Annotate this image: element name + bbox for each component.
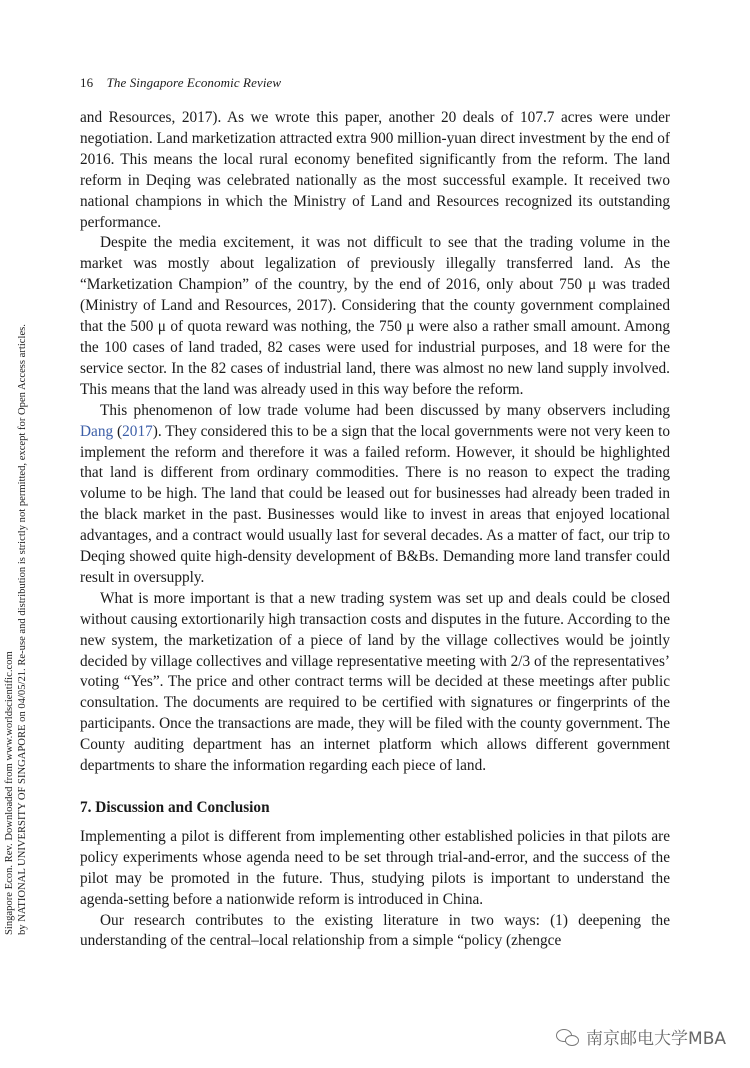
paragraph-4: What is more important is that a new trading system was set up and deals could be closed without causing extortionarily high transaction costs and disputes in the future. According to the new system, the marketization of a piece of land by the village collectives would be jointly decided by village collectives and village representative meeting with 2/3 of the representatives’ voting “Yes”. The price and other contract terms will be decided at these meetings after public consultation. The documents are required to be certified with signatures or fingerprints of the participants. Once the transactions are made, they will be filed with the county government. The County auditing department has an internet platform which allows different government departments to share the information regarding each piece of land. xyxy=(80,589,670,775)
page-number: 16 xyxy=(80,75,94,90)
citation-link-dang[interactable]: Dang xyxy=(80,422,114,440)
download-notice xyxy=(3,175,29,935)
section-heading: 7. Discussion and Conclusion xyxy=(80,799,270,816)
download-notice-line-2: by NATIONAL UNIVERSITY OF SINGAPORE on 04/05/21. Re-use and distribution is strictly not permitted, except for Open Access articles. xyxy=(17,324,28,935)
article-body xyxy=(80,108,670,952)
running-header xyxy=(80,75,281,91)
watermark xyxy=(556,1024,726,1049)
paragraph-5: Implementing a pilot is different from implementing other established policies in that pilots are policy experiments whose agenda need to be set through trial-and-error, and the success of the pilot may be promoted in the future. Thus, studying pilots is important to understand the agenda-setting before a nationwide reform is introduced in China. xyxy=(80,827,670,908)
paragraph-2: Despite the media excitement, it was not difficult to see that the trading volume in the market was mostly about legalization of previously illegally transferred land. As the “Marketization Champion” of the country, by the end of 2016, only about 750 μ was traded (Ministry of Land and Resources, 2017). Considering that the county government complained that the 500 μ of quota reward was nothing, the 750 μ were also a rather small amount. Among the 100 cases of land traded, 82 cases were used for industrial purposes, and 18 were for the service sector. In the 82 cases of industrial land, there was almost no new land supply involved. This means that the land was already used in this way before the reform. xyxy=(80,234,670,398)
paragraph-3-prefix: This phenomenon of low trade volume had been discussed by many observers including xyxy=(100,401,670,419)
paragraph-3 xyxy=(80,401,670,589)
watermark-text: 南京邮电大学MBA xyxy=(586,1029,726,1049)
citation-open: ( xyxy=(113,422,123,440)
wechat-icon xyxy=(556,1028,580,1046)
paragraph-1: and Resources, 2017). As we wrote this paper, another 20 deals of 107.7 acres were under negotiation. Land marketization attracted extra 900 million-yuan direct investment by the end of 2016. This means the local rural economy benefited significantly from the reform. The land reform in Deqing was celebrated nationally as the most successful example. It received two national champions in which the Ministry of Land and Resources recognized its outstanding performance. xyxy=(80,109,671,231)
paragraph-6: Our research contributes to the existing literature in two ways: (1) deepening the understanding of the central–local relationship from a simple “policy (zhengce xyxy=(80,911,670,950)
paragraph-3-rest: ). They considered this to be a sign that the local governments were not very keen to implement the reform and therefore it was a failed reform. However, it should be highlighted that land is different from ordinary commodities. There is no reason to expect the trading volume to be high. The land that could be leased out for businesses had already been traded in the black market in the past. Businesses would like to invest in areas that enjoyed locational advantages, and a contract would usually last for several decades. As a matter of fact, our trip to Deqing showed quite high-density development of B&Bs. Demanding more land transfer could result in oversupply. xyxy=(80,422,670,586)
download-notice-line-1: Singapore Econ. Rev. Downloaded from www.worldscientific.com xyxy=(4,651,15,935)
journal-title: The Singapore Economic Review xyxy=(106,75,282,90)
citation-link-year[interactable]: 2017 xyxy=(122,422,153,440)
